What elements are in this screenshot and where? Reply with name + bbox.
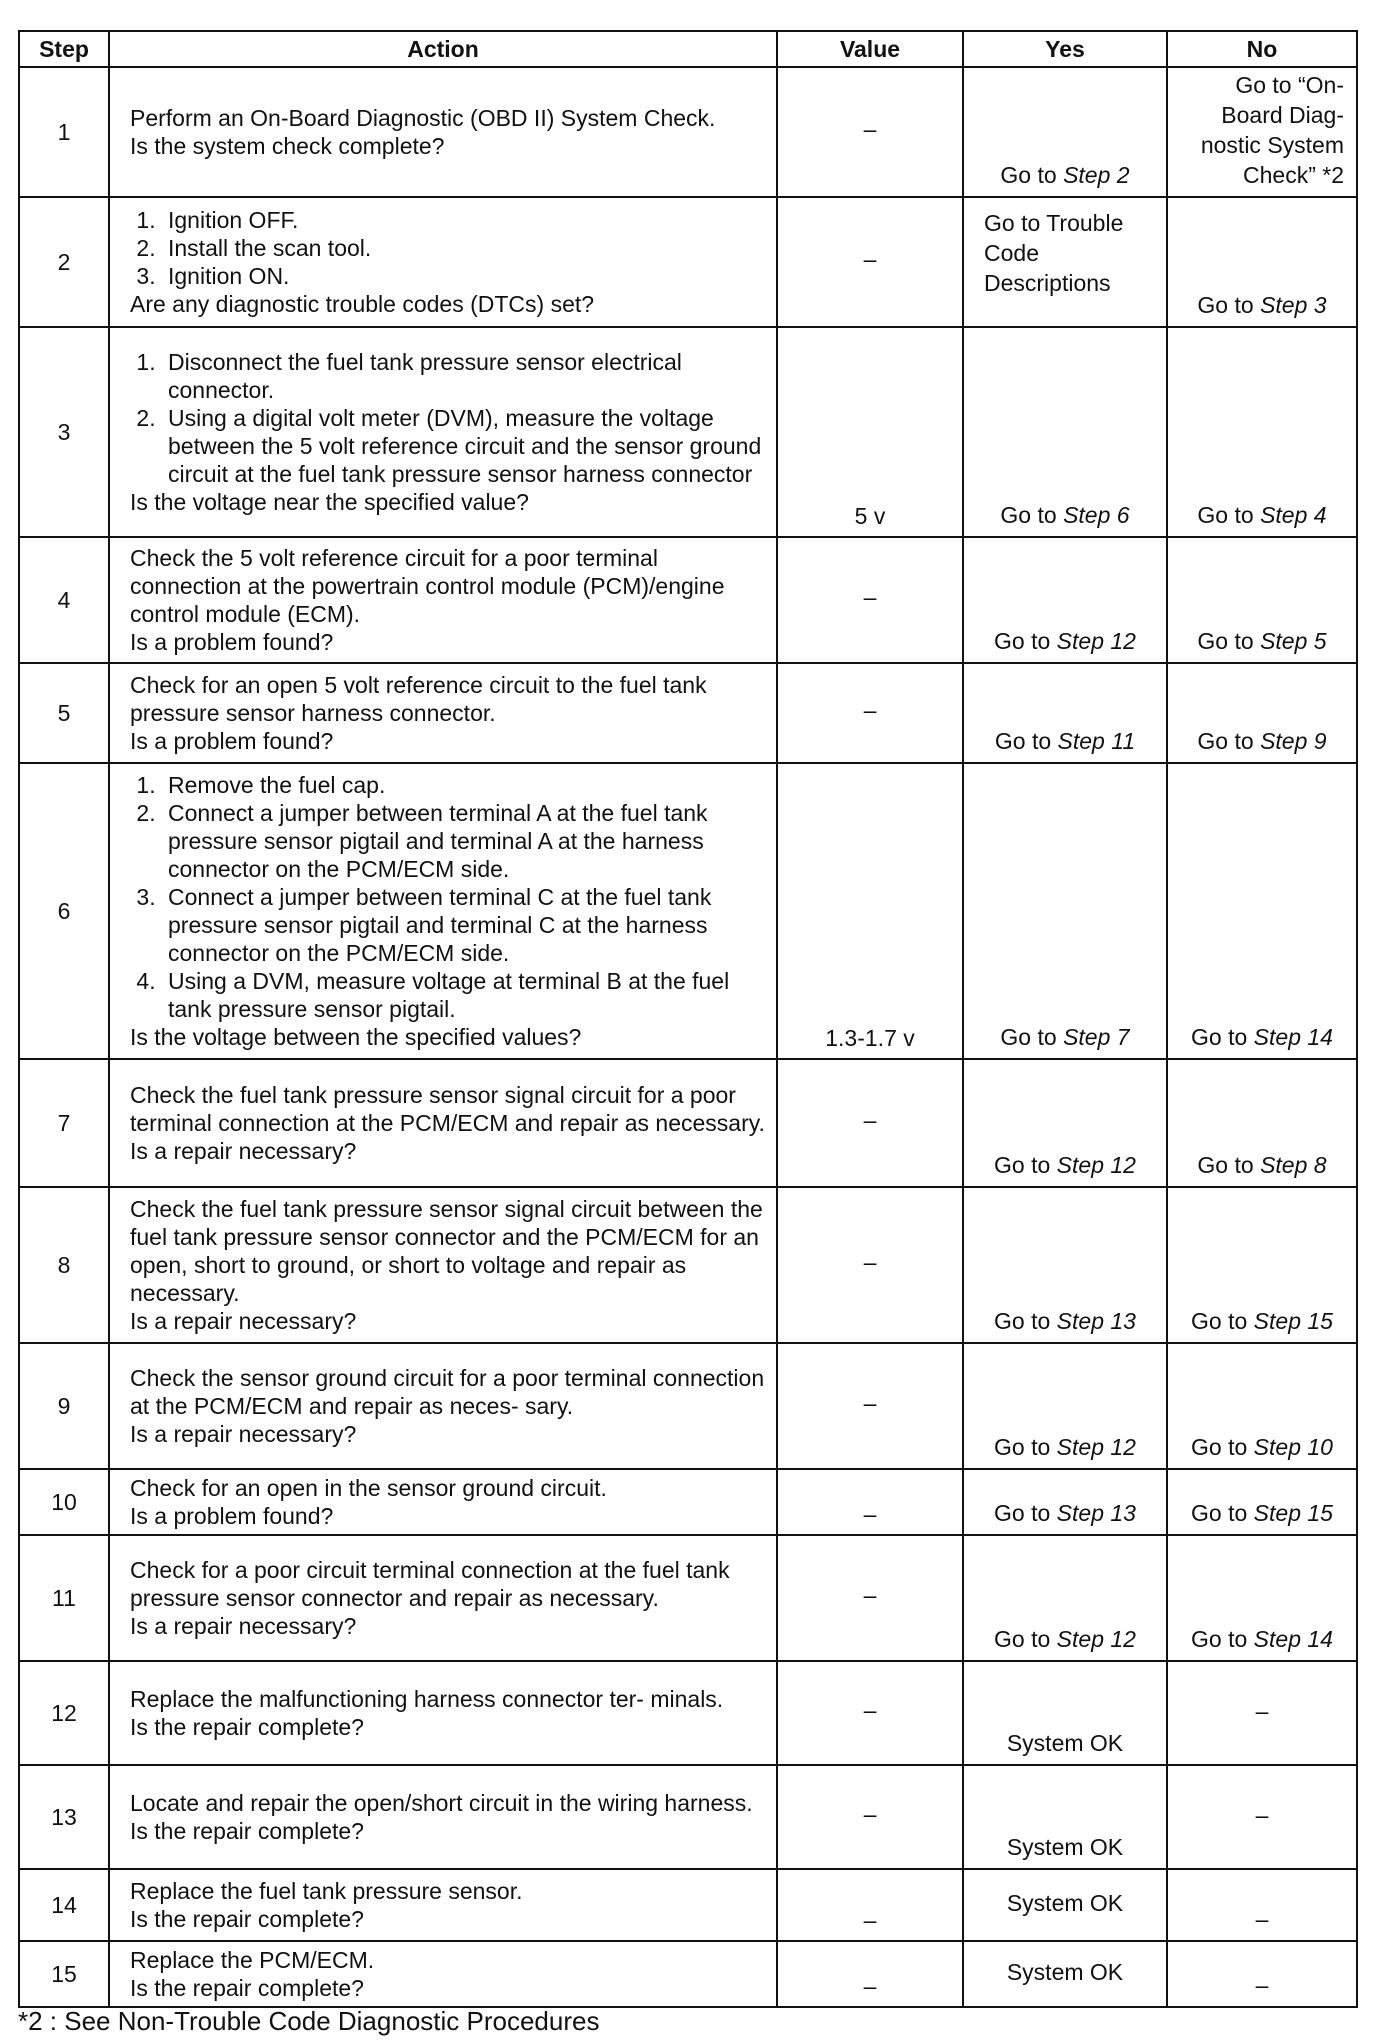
yes-cell xyxy=(963,663,1167,763)
step-number: 6 xyxy=(19,763,109,1059)
no-text: – xyxy=(1255,1972,1269,1998)
action-cell xyxy=(109,1469,777,1535)
action-cell xyxy=(109,1187,777,1343)
action-step-list xyxy=(130,206,766,290)
value-cell: – xyxy=(777,1765,963,1869)
no-text: Go to “On-Board Diag- nostic System Check” *2 xyxy=(1200,72,1344,188)
yes-cell xyxy=(963,1869,1167,1941)
action-line: Replace the malfunctioning harness connector ter- minals. xyxy=(130,1686,724,1712)
no-cell xyxy=(1167,1187,1357,1343)
action-cell xyxy=(109,1765,777,1869)
yes-text: System OK xyxy=(1006,1959,1124,1985)
yes-text: Go to Trouble Code Descriptions xyxy=(984,210,1124,296)
action-cell xyxy=(109,1343,777,1469)
yes-text: Go to xyxy=(994,728,1058,754)
action-line: Is the repair complete? xyxy=(130,1818,364,1844)
step-number: 13 xyxy=(19,1765,109,1869)
yes-text: Go to xyxy=(1000,1024,1064,1050)
no-cell xyxy=(1167,1535,1357,1661)
action-step-list xyxy=(130,348,766,488)
no-text: Go to xyxy=(1191,1500,1254,1526)
action-cell xyxy=(109,67,777,197)
header-step: Step xyxy=(19,31,109,67)
action-line: Is a problem found? xyxy=(130,728,334,754)
yes-cell xyxy=(963,1661,1167,1765)
value-cell: – xyxy=(777,1535,963,1661)
value-cell: – xyxy=(777,1059,963,1187)
table-row xyxy=(19,1941,1357,2007)
yes-cell xyxy=(963,1343,1167,1469)
no-text: Go to xyxy=(1191,1626,1254,1652)
yes-cell xyxy=(963,1469,1167,1535)
no-step-link: Step 14 xyxy=(1253,1626,1333,1652)
value-cell: – xyxy=(777,1187,963,1343)
action-step-list xyxy=(130,771,766,1023)
table-body xyxy=(19,67,1357,2007)
table-row xyxy=(19,1187,1357,1343)
step-number: 12 xyxy=(19,1661,109,1765)
header-yes: Yes xyxy=(963,31,1167,67)
action-line: Perform an On-Board Diagnostic (OBD II) System Check. xyxy=(130,105,716,131)
no-cell xyxy=(1167,1941,1357,2007)
yes-step-link: Step 12 xyxy=(1056,1626,1136,1652)
step-number: 5 xyxy=(19,663,109,763)
no-cell xyxy=(1167,197,1357,327)
action-step: 1. Disconnect the fuel tank pressure sensor electrical connector. xyxy=(162,348,766,404)
value-cell: – xyxy=(777,1941,963,2007)
action-line: Check the 5 volt reference circuit for a poor terminal connection at the powertrain control module (PCM)/engine control module (ECM). xyxy=(130,545,725,627)
table-row xyxy=(19,537,1357,663)
value-cell: – xyxy=(777,197,963,327)
header-no: No xyxy=(1167,31,1357,67)
no-cell xyxy=(1167,537,1357,663)
no-step-link: Step 5 xyxy=(1260,628,1327,654)
table-row xyxy=(19,1869,1357,1941)
yes-cell xyxy=(963,1535,1167,1661)
yes-step-link: Step 2 xyxy=(1063,162,1130,188)
action-line: Is a repair necessary? xyxy=(130,1138,357,1164)
action-line: Locate and repair the open/short circuit in the wiring harness. xyxy=(130,1790,753,1816)
yes-text: Go to xyxy=(994,1500,1057,1526)
value-cell: – xyxy=(777,1661,963,1765)
yes-text: Go to xyxy=(994,1152,1057,1178)
diagnostic-sheet xyxy=(18,30,1356,2008)
action-cell xyxy=(109,663,777,763)
step-number: 1 xyxy=(19,67,109,197)
action-step: 3. Connect a jumper between terminal C at the fuel tank pressure sensor pigtail and terminal C at the harness connector on the PCM/ECM side. xyxy=(162,883,766,967)
yes-text: Go to xyxy=(1000,502,1064,528)
no-cell xyxy=(1167,327,1357,537)
action-cell xyxy=(109,1059,777,1187)
no-cell xyxy=(1167,1869,1357,1941)
action-line: Is a problem found? xyxy=(130,629,334,655)
header-row xyxy=(19,31,1357,67)
yes-cell xyxy=(963,1941,1167,2007)
no-step-link: Step 4 xyxy=(1260,502,1327,528)
action-line: Is the system check complete? xyxy=(130,133,445,159)
yes-cell xyxy=(963,1765,1167,1869)
action-line: Check the sensor ground circuit for a poor terminal connection at the PCM/ECM and repair as neces- sary. xyxy=(130,1365,765,1419)
yes-text: System OK xyxy=(1006,1730,1124,1756)
action-line: Is a repair necessary? xyxy=(130,1613,357,1639)
action-line: Check for a poor circuit terminal connection at the fuel tank pressure sensor connector and repair as necessary. xyxy=(130,1557,730,1611)
header-action: Action xyxy=(109,31,777,67)
no-cell xyxy=(1167,1059,1357,1187)
action-step: 3. Ignition ON. xyxy=(162,262,766,290)
table-row xyxy=(19,763,1357,1059)
yes-step-link: Step 11 xyxy=(1057,728,1136,754)
no-text: Go to xyxy=(1197,728,1261,754)
yes-step-link: Step 12 xyxy=(1056,628,1136,654)
action-step: 1. Remove the fuel cap. xyxy=(162,771,766,799)
no-step-link: Step 3 xyxy=(1260,292,1327,318)
action-cell xyxy=(109,1869,777,1941)
value-cell: – xyxy=(777,1869,963,1941)
value-cell: – xyxy=(777,663,963,763)
step-number: 8 xyxy=(19,1187,109,1343)
action-line: Replace the fuel tank pressure sensor. xyxy=(130,1878,523,1904)
no-text: – xyxy=(1255,1906,1269,1932)
table-row xyxy=(19,1469,1357,1535)
action-line: Check for an open in the sensor ground circuit. xyxy=(130,1475,607,1501)
yes-text: System OK xyxy=(1006,1834,1124,1860)
action-line: Is the voltage near the specified value? xyxy=(130,489,529,515)
no-text: Go to xyxy=(1191,1308,1254,1334)
no-text: Go to xyxy=(1197,628,1261,654)
no-cell xyxy=(1167,67,1357,197)
action-line: Check for an open 5 volt reference circuit to the fuel tank pressure sensor harness connector. xyxy=(130,672,707,726)
action-step: 2. Using a digital volt meter (DVM), measure the voltage between the 5 volt reference circuit and the sensor ground circuit at the fuel tank pressure sensor harness connector xyxy=(162,404,766,488)
no-step-link: Step 14 xyxy=(1253,1024,1333,1050)
no-step-link: Step 10 xyxy=(1253,1434,1333,1460)
step-number: 15 xyxy=(19,1941,109,2007)
yes-cell xyxy=(963,1059,1167,1187)
no-step-link: Step 15 xyxy=(1253,1308,1333,1334)
action-line: Check the fuel tank pressure sensor signal circuit for a poor terminal connection at the PCM/ECM and repair as necessary. xyxy=(130,1082,765,1136)
step-number: 7 xyxy=(19,1059,109,1187)
action-line: Is a repair necessary? xyxy=(130,1308,357,1334)
yes-text: System OK xyxy=(1006,1890,1124,1916)
yes-step-link: Step 13 xyxy=(1056,1308,1136,1334)
no-text: Go to xyxy=(1197,292,1261,318)
table-row xyxy=(19,1059,1357,1187)
yes-step-link: Step 12 xyxy=(1056,1434,1136,1460)
action-step: 1. Ignition OFF. xyxy=(162,206,766,234)
yes-step-link: Step 7 xyxy=(1063,1024,1130,1050)
action-cell xyxy=(109,327,777,537)
no-cell xyxy=(1167,763,1357,1059)
footnote: *2 : See Non-Trouble Code Diagnostic Procedures xyxy=(18,2006,600,2036)
table-row xyxy=(19,663,1357,763)
value-cell: – xyxy=(777,67,963,197)
action-line: Are any diagnostic trouble codes (DTCs) set? xyxy=(130,291,595,317)
action-cell xyxy=(109,763,777,1059)
action-line: Replace the PCM/ECM. xyxy=(130,1947,375,1973)
action-cell xyxy=(109,1661,777,1765)
table-row xyxy=(19,1535,1357,1661)
no-text: Go to xyxy=(1197,502,1261,528)
yes-cell xyxy=(963,67,1167,197)
no-step-link: Step 9 xyxy=(1260,728,1327,754)
no-cell xyxy=(1167,1661,1357,1765)
yes-cell xyxy=(963,1187,1167,1343)
action-line: Is a repair necessary? xyxy=(130,1421,357,1447)
action-line: Is the repair complete? xyxy=(130,1975,364,2001)
no-text: Go to xyxy=(1197,1152,1261,1178)
table-row xyxy=(19,1343,1357,1469)
header-value: Value xyxy=(777,31,963,67)
yes-step-link: Step 12 xyxy=(1056,1152,1136,1178)
action-line: Is the repair complete? xyxy=(130,1714,364,1740)
table-row xyxy=(19,327,1357,537)
action-line: Is a problem found? xyxy=(130,1503,334,1529)
action-cell xyxy=(109,537,777,663)
yes-cell xyxy=(963,763,1167,1059)
yes-text: Go to xyxy=(994,1434,1057,1460)
yes-step-link: Step 6 xyxy=(1063,502,1130,528)
no-cell xyxy=(1167,1469,1357,1535)
no-text: – xyxy=(1255,1698,1269,1724)
action-step: 2. Connect a jumper between terminal A at the fuel tank pressure sensor pigtail and terminal A at the harness connector on the PCM/ECM side. xyxy=(162,799,766,883)
action-line: Is the repair complete? xyxy=(130,1906,364,1932)
no-cell xyxy=(1167,1765,1357,1869)
step-number: 2 xyxy=(19,197,109,327)
diagnostic-table xyxy=(18,30,1358,2008)
value-cell: – xyxy=(777,537,963,663)
yes-text: Go to xyxy=(994,1626,1057,1652)
yes-cell xyxy=(963,327,1167,537)
no-step-link: Step 15 xyxy=(1253,1500,1333,1526)
no-step-link: Step 8 xyxy=(1260,1152,1327,1178)
step-number: 11 xyxy=(19,1535,109,1661)
table-row xyxy=(19,67,1357,197)
yes-step-link: Step 13 xyxy=(1056,1500,1136,1526)
yes-text: Go to xyxy=(994,628,1057,654)
action-step: 2. Install the scan tool. xyxy=(162,234,766,262)
step-number: 3 xyxy=(19,327,109,537)
step-number: 9 xyxy=(19,1343,109,1469)
action-cell xyxy=(109,1535,777,1661)
yes-cell xyxy=(963,197,1167,327)
action-cell xyxy=(109,197,777,327)
yes-text: Go to xyxy=(994,1308,1057,1334)
no-text: – xyxy=(1255,1802,1269,1828)
action-line: Is the voltage between the specified values? xyxy=(130,1024,582,1050)
step-number: 14 xyxy=(19,1869,109,1941)
table-row xyxy=(19,1765,1357,1869)
step-number: 4 xyxy=(19,537,109,663)
step-number: 10 xyxy=(19,1469,109,1535)
no-cell xyxy=(1167,1343,1357,1469)
value-cell: – xyxy=(777,1343,963,1469)
yes-cell xyxy=(963,537,1167,663)
table-row xyxy=(19,197,1357,327)
no-text: Go to xyxy=(1191,1024,1254,1050)
no-cell xyxy=(1167,663,1357,763)
no-text: Go to xyxy=(1191,1434,1254,1460)
value-cell: 5 v xyxy=(777,327,963,537)
yes-text: Go to xyxy=(1000,162,1064,188)
action-step: 4. Using a DVM, measure voltage at terminal B at the fuel tank pressure sensor pigtail. xyxy=(162,967,766,1023)
action-line: Check the fuel tank pressure sensor signal circuit between the fuel tank pressure sensor connector and the PCM/ECM for an open, short to ground, or short to voltage and repair as necessary. xyxy=(130,1196,763,1306)
table-row xyxy=(19,1661,1357,1765)
value-cell: 1.3-1.7 v xyxy=(777,763,963,1059)
value-cell: – xyxy=(777,1469,963,1535)
action-cell xyxy=(109,1941,777,2007)
